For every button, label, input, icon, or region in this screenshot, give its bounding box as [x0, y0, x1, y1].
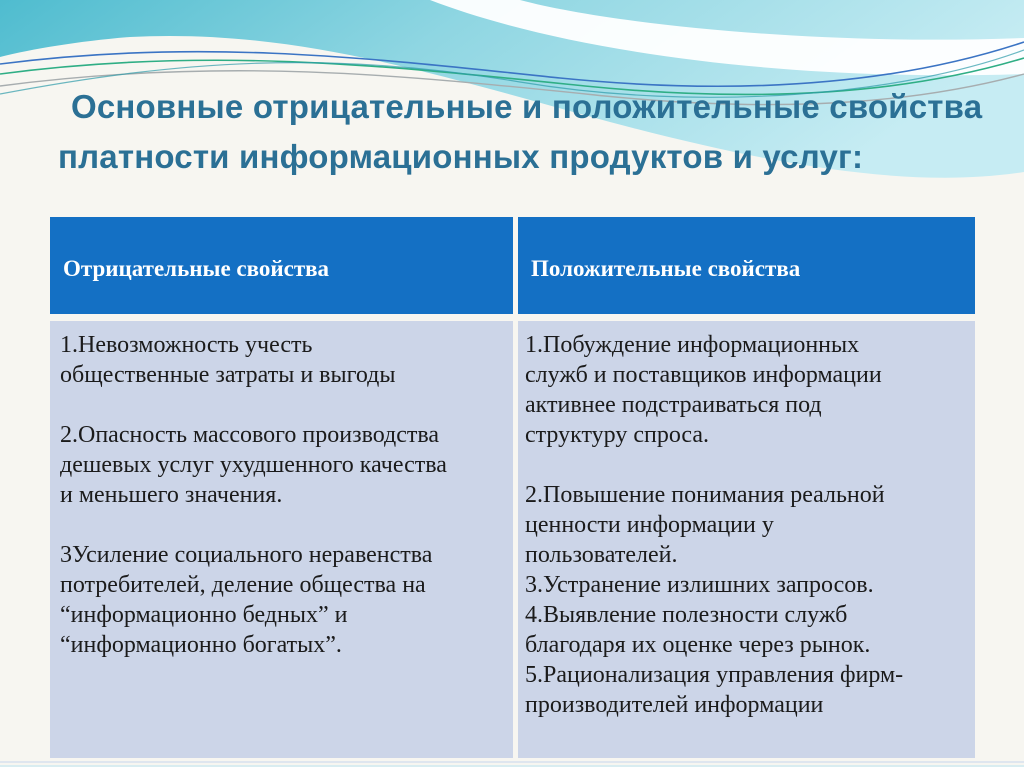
table-text-line — [60, 510, 507, 540]
table-text-line: потребителей, деление общества на — [60, 572, 426, 598]
negative-properties-header: Отрицательные свойства — [50, 217, 513, 314]
table-text-line — [60, 390, 507, 420]
title-line-2: платности информационных продуктов и услуг: — [58, 138, 864, 175]
title-line-1: Основные отрицательные и положительные свойства — [71, 88, 983, 125]
table-text-line: 4.Выявление полезности служб — [525, 602, 848, 628]
column-negative-properties — [50, 217, 513, 758]
table-text-line: “информационно бедных” и — [60, 602, 348, 628]
positive-properties-header: Положительные свойства — [518, 217, 975, 314]
table-text-line: активнее подстраиваться под — [525, 392, 822, 418]
properties-table — [50, 217, 975, 758]
table-text-line: 5.Рационализация управления фирм- — [525, 662, 904, 688]
table-text-line: 1.Побуждение информационных — [525, 332, 860, 358]
table-text-line: 1.Невозможность учесть — [60, 332, 313, 358]
column-positive-properties — [518, 217, 975, 758]
table-text-line: производителей информации — [525, 692, 824, 718]
table-text-line: 3Усиление социального неравенства — [60, 542, 433, 568]
table-text-line: 2.Повышение понимания реальной — [525, 482, 885, 508]
table-text-line: дешевых услуг ухудшенного качества — [60, 452, 447, 478]
table-text-line: 3.Устранение излишних запросов. — [525, 572, 874, 598]
table-text-line: общественные затраты и выгоды — [60, 362, 396, 388]
table-text-line: и меньшего значения. — [60, 482, 283, 508]
table-text-line: 2.Опасность массового производства — [60, 422, 440, 448]
table-text-line: “информационно богатых”. — [60, 632, 342, 658]
positive-properties-body — [518, 321, 975, 758]
negative-properties-body — [50, 321, 513, 758]
table-text-line: служб и поставщиков информации — [525, 362, 882, 388]
table-text-line — [525, 450, 969, 480]
slide-title — [58, 82, 998, 182]
footer-divider-line — [0, 761, 1024, 763]
table-text-line: благодаря их оценке через рынок. — [525, 632, 871, 658]
table-text-line: структуру спроса. — [525, 422, 710, 448]
table-text-line: ценности информации у — [525, 512, 774, 538]
table-text-line: пользователей. — [525, 542, 678, 568]
